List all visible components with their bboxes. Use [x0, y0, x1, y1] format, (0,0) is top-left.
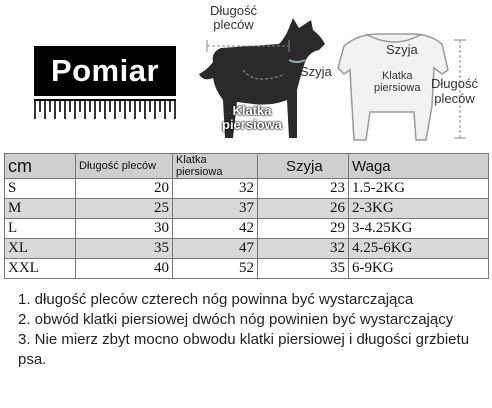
size-cell: L	[5, 219, 76, 239]
weight-cell: 2-3KG	[349, 199, 489, 219]
size-cell: XL	[5, 239, 76, 259]
header-unit: cm	[5, 154, 76, 179]
back-cell: 25	[76, 199, 173, 219]
header-back-length: Długość pleców	[76, 154, 173, 179]
chest-cell: 37	[173, 199, 258, 219]
table-row	[5, 219, 489, 239]
banner-title: Pomiar	[50, 53, 160, 88]
weight-cell: 4.25-6KG	[349, 239, 489, 259]
back-cell: 35	[76, 239, 173, 259]
weight-cell: 6-9KG	[349, 259, 489, 279]
header-neck: Szyja	[258, 154, 349, 179]
note-item: 3. Nie mierz zbyt mocno obwodu klatki piersiowej i długości grzbietu psa.	[18, 331, 470, 368]
size-cell: XXL	[5, 259, 76, 279]
neck-cell: 26	[258, 199, 349, 219]
neck-cell: 23	[258, 179, 349, 199]
dog-neck-label: Szyja	[300, 64, 332, 79]
table-row	[5, 239, 489, 259]
size-cell: S	[5, 179, 76, 199]
back-cell: 20	[76, 179, 173, 199]
note-item: 2. obwód klatki piersiowej dwóch nóg powinien być wystarczający	[18, 311, 454, 328]
ruler-icon	[34, 99, 176, 121]
neck-cell: 35	[258, 259, 349, 279]
note-item: 1. długość pleców czterech nóg powinna być wystarczająca	[18, 291, 414, 308]
size-chart-table	[4, 153, 489, 279]
table-row	[5, 259, 489, 279]
chest-cell: 32	[173, 179, 258, 199]
chest-cell: 47	[173, 239, 258, 259]
header-weight: Waga	[349, 154, 489, 179]
table-row	[5, 199, 489, 219]
dog-back-label: Długość pleców	[210, 3, 257, 32]
chest-cell: 52	[173, 259, 258, 279]
weight-cell: 3-4.25KG	[349, 219, 489, 239]
neck-cell: 32	[258, 239, 349, 259]
shirt-chest-label: Klatka piersiowa	[374, 70, 421, 94]
back-cell: 40	[76, 259, 173, 279]
table-header-row	[5, 154, 489, 179]
measurement-illustration	[0, 0, 492, 152]
shirt-neck-label: Szyja	[386, 42, 418, 57]
neck-cell: 29	[258, 219, 349, 239]
measurement-notes	[18, 290, 488, 370]
chest-cell: 42	[173, 219, 258, 239]
weight-cell: 1.5-2KG	[349, 179, 489, 199]
measure-banner	[34, 46, 176, 96]
size-cell: M	[5, 199, 76, 219]
header-chest: Klatka piersiowa	[173, 154, 258, 179]
dog-chest-label: Klatka piersiowa	[222, 103, 282, 132]
table-row	[5, 179, 489, 199]
back-cell: 30	[76, 219, 173, 239]
shirt-back-label: Długość pleców	[431, 76, 478, 106]
